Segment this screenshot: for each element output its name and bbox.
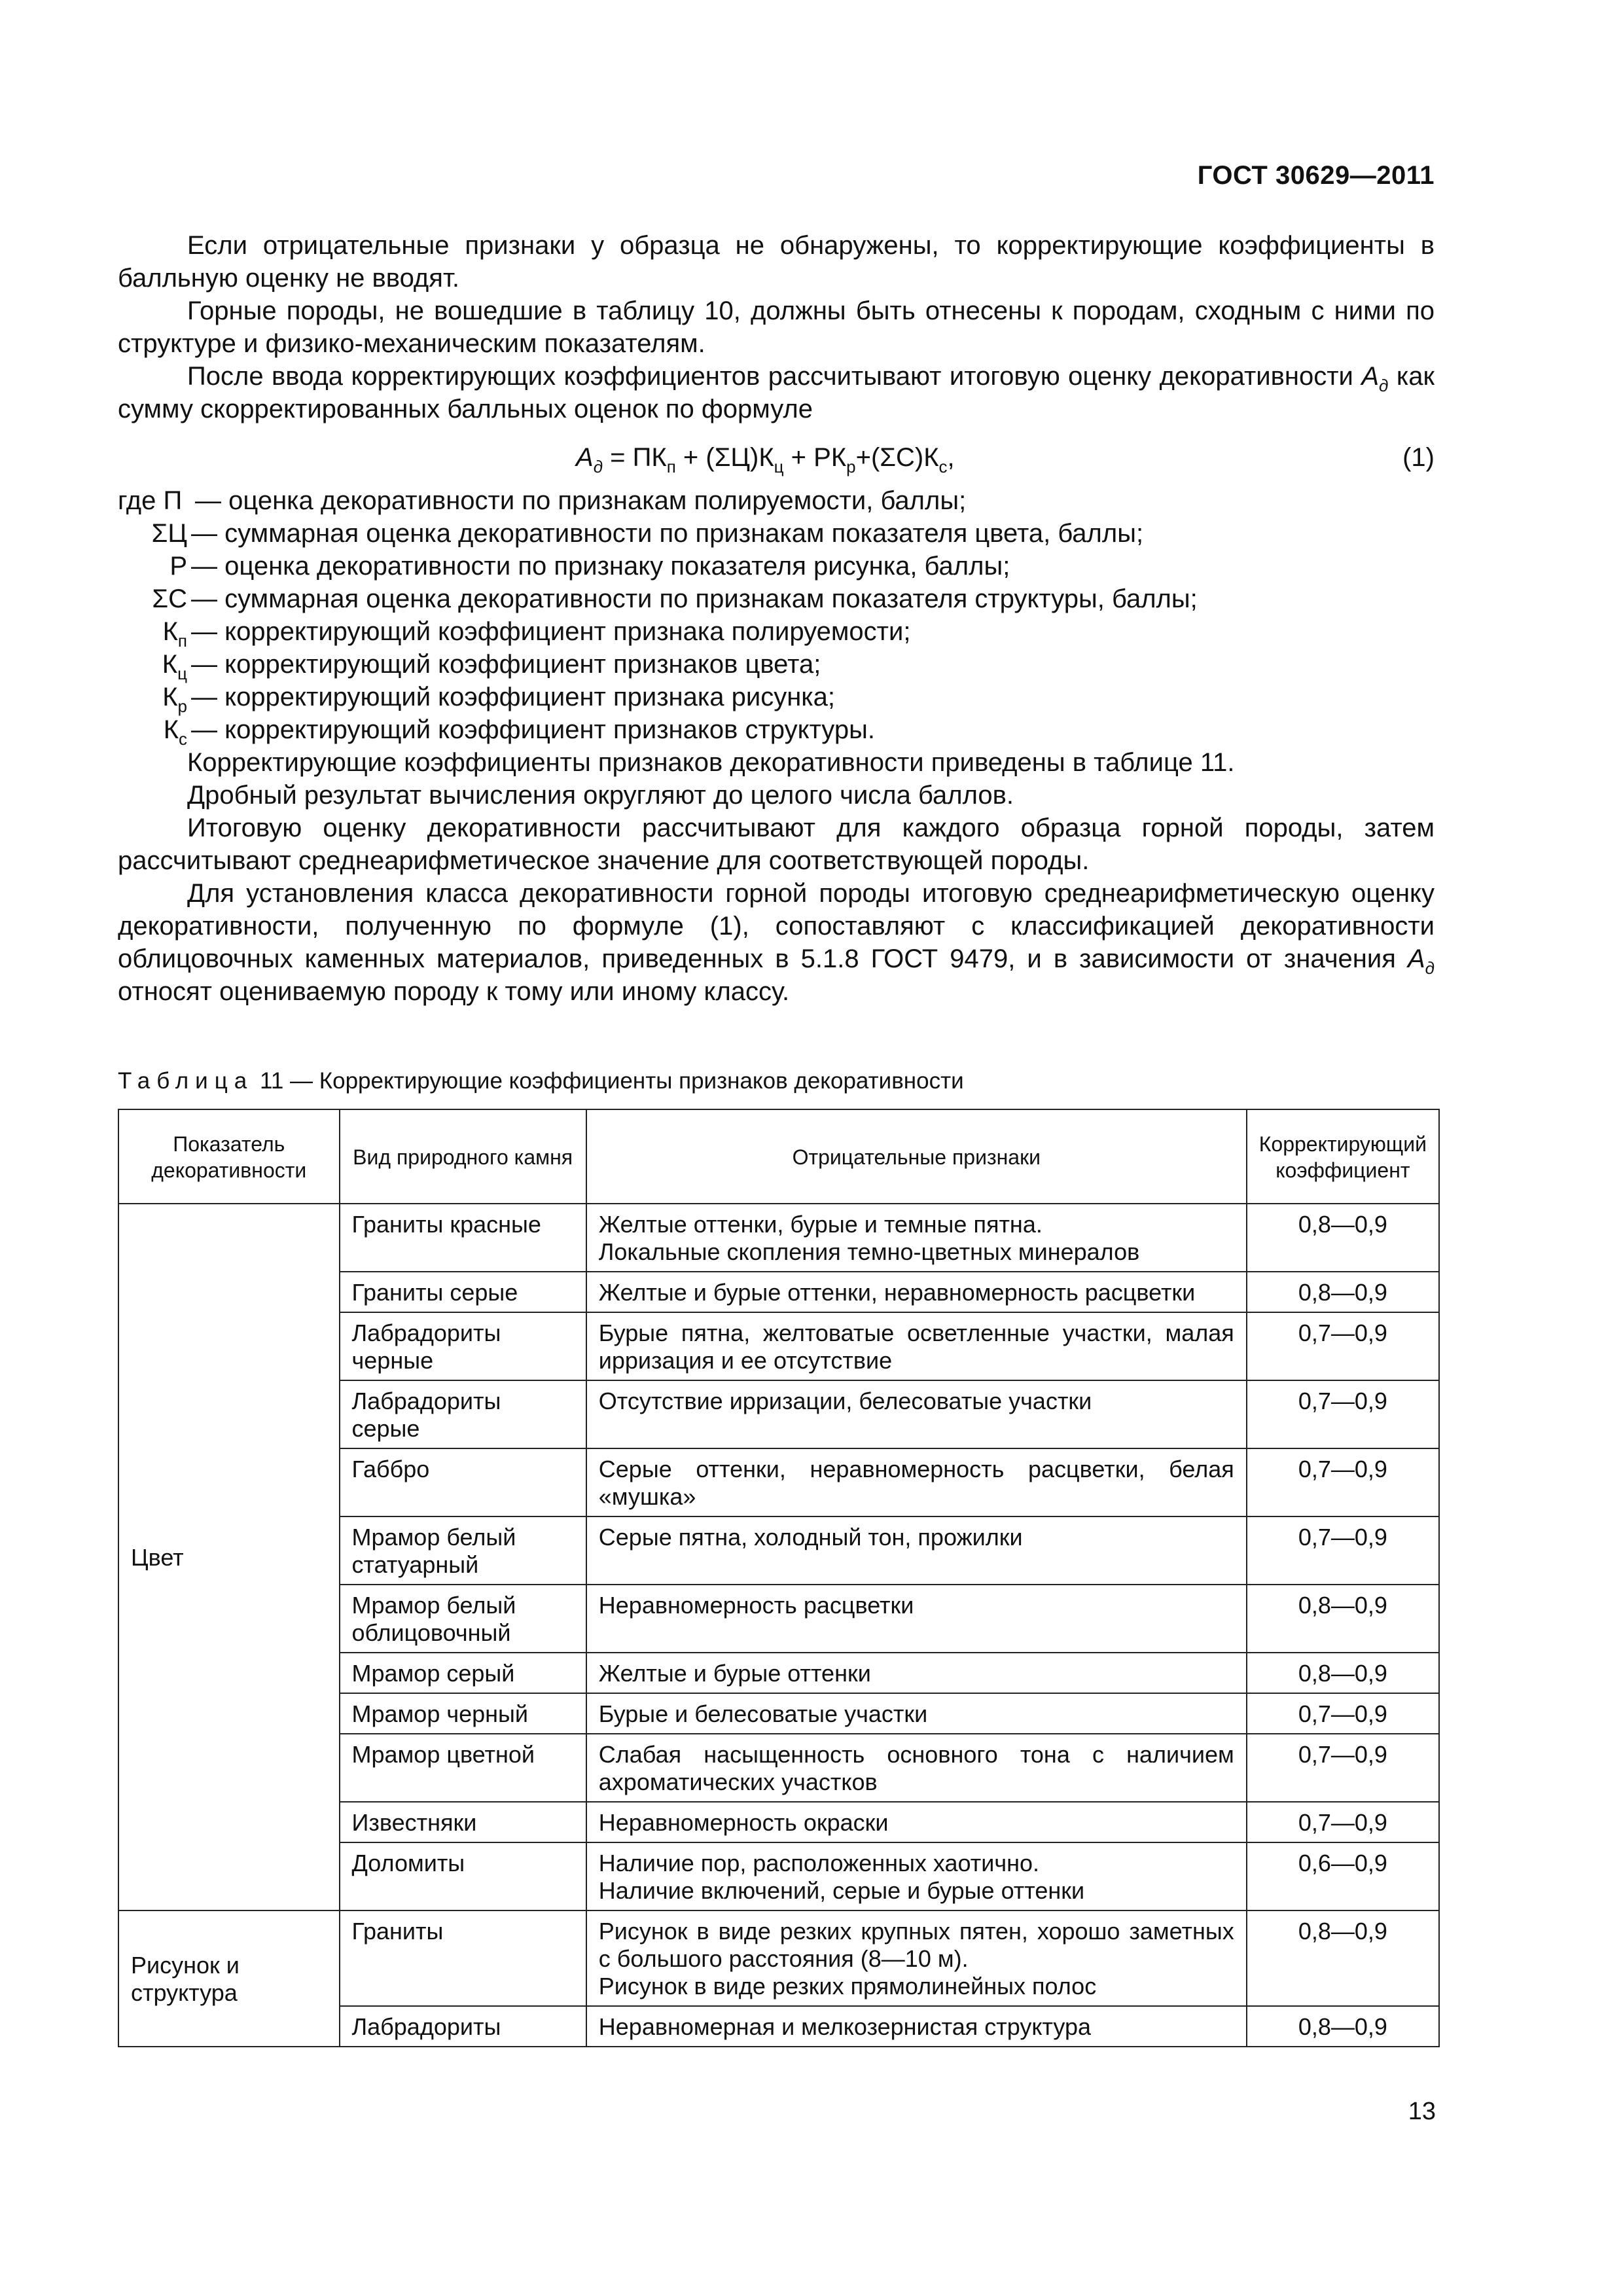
paragraph: Горные породы, не вошедшие в таблицу 10, должны быть отнесены к породам, сходным с ними по структуре и физико-механическим показателям. (118, 296, 1435, 358)
stone-cell: Мрамор белый статуарный (340, 1516, 586, 1585)
legend-symbol: Р (169, 552, 187, 581)
negative-signs-cell: Рисунок в виде резких крупных пятен, хорошо заметных с большого расстояния (8—10 м). Рисунок в виде резких прямолинейных полос (586, 1910, 1247, 2006)
legend-text: — оценка декоративности по признакам полируемости, баллы; (195, 486, 967, 515)
paragraph: Корректирующие коэффициенты признаков декоративности приведены в таблице 11. (187, 748, 1235, 777)
negative-signs-cell: Неравномерность расцветки (586, 1585, 1247, 1653)
coefficient-cell: 0,7—0,9 (1247, 1516, 1439, 1585)
legend-text: — корректирующий коэффициент признака рисунка; (191, 683, 836, 711)
stone-cell: Лабрадориты черные (340, 1312, 586, 1380)
column-header: Отрицательные признаки (586, 1109, 1247, 1204)
negative-signs-cell: Желтые и бурые оттенки (586, 1653, 1247, 1693)
legend-symbol: $К_с$ (163, 715, 187, 749)
legend-text: — суммарная оценка декоративности по признакам показателя цвета, баллы; (191, 519, 1144, 548)
coefficient-cell: 0,8—0,9 (1247, 1653, 1439, 1693)
negative-signs-cell: Наличие пор, расположенных хаотично. Наличие включений, серые и бурые оттенки (586, 1842, 1247, 1910)
formula-legend (118, 484, 1435, 749)
legend-text: — суммарная оценка декоративности по признакам показателя структуры, баллы; (191, 584, 1198, 613)
negative-signs-cell: Серые оттенки, неравномерность расцветки, белая «мушка» (586, 1448, 1247, 1516)
legend-row (118, 713, 1435, 749)
coefficient-cell: 0,8—0,9 (1247, 2006, 1439, 2047)
coefficient-cell: 0,7—0,9 (1247, 1448, 1439, 1516)
paragraph: Итоговую оценку декоративности рассчитывают для каждого образца горной породы, затем рассчитывают среднеарифметическое значение для соответствующей породы. (118, 814, 1435, 875)
column-header: Показатель декоративности (118, 1109, 340, 1204)
stone-cell: Граниты серые (340, 1272, 586, 1312)
negative-signs-cell: Желтые и бурые оттенки, неравномерность расцветки (586, 1272, 1247, 1312)
table-row (118, 1910, 1439, 2006)
legend-row (118, 615, 1435, 651)
negative-signs-cell: Неравномерность окраски (586, 1802, 1247, 1842)
coefficient-cell: 0,7—0,9 (1247, 1802, 1439, 1842)
coefficient-cell: 0,6—0,9 (1247, 1842, 1439, 1910)
paragraph-text: относят оцениваемую породу к тому или иному классу. (118, 977, 790, 1006)
legend-row (118, 583, 1435, 615)
table-caption (118, 1068, 964, 1094)
stone-cell: Граниты красные (340, 1204, 586, 1272)
legend-symbol: $К_ц$ (162, 650, 187, 683)
column-header: Вид природного камня (340, 1109, 586, 1204)
coefficient-cell: 0,8—0,9 (1247, 1272, 1439, 1312)
stone-cell: Мрамор цветной (340, 1734, 586, 1802)
table-caption-text: 11 — Корректирующие коэффициенты признаков декоративности (253, 1068, 964, 1094)
body-text (118, 229, 1435, 1008)
negative-signs-cell: Отсутствие ирризации, белесоватые участки (586, 1380, 1247, 1448)
negative-signs-cell: Бурые пятна, желтоватые осветленные участки, малая ирризация и ее отсутствие (586, 1312, 1247, 1380)
legend-row (118, 517, 1435, 550)
column-header: Корректирующий коэффициент (1247, 1109, 1439, 1204)
negative-signs-cell: Бурые и белесоватые участки (586, 1693, 1247, 1734)
document-id: ГОСТ 30629—2011 (1197, 161, 1435, 190)
legend-text: — оценка декоративности по признаку показателя рисунка, баллы; (191, 552, 1010, 581)
coefficient-cell: 0,8—0,9 (1247, 1204, 1439, 1272)
coefficient-cell: 0,8—0,9 (1247, 1585, 1439, 1653)
coefficients-table (118, 1109, 1440, 2047)
legend-row (118, 484, 1435, 517)
legend-symbol: $К_п$ (162, 617, 187, 651)
table-caption-prefix: Таблица (118, 1068, 254, 1094)
indicator-cell: Цвет (118, 1204, 340, 1910)
paragraph: Если отрицательные признаки у образца не обнаружены, то корректирующие коэффициенты в балльную оценку не вводят. (118, 231, 1435, 293)
stone-cell: Мрамор белый облицовочный (340, 1585, 586, 1653)
negative-signs-cell: Слабая насыщенность основного тона с наличием ахроматических участков (586, 1734, 1247, 1802)
legend-row (118, 648, 1435, 681)
stone-cell: Лабрадориты серые (340, 1380, 586, 1448)
legend-symbol: где П (118, 486, 183, 515)
negative-signs-cell: Неравномерная и мелкозернистая структура (586, 2006, 1247, 2047)
paragraph (118, 877, 1435, 1008)
paragraph (118, 360, 1435, 425)
coefficient-cell: 0,7—0,9 (1247, 1734, 1439, 1802)
coefficient-cell: 0,7—0,9 (1247, 1380, 1439, 1448)
legend-symbol: $К_р$ (162, 683, 187, 716)
stone-cell: Мрамор серый (340, 1653, 586, 1693)
legend-text: — корректирующий коэффициент признаков цвета; (191, 650, 821, 679)
paragraph-text: Для установления класса декоративности горной породы итоговую среднеарифметическую оценку декоративности, полученную по формуле (1), сопоставляют с классификацией декоративности облицовочных каменных материалов, приведенных в 5.1.8 ГОСТ 9479, и в зависимости от значения (118, 879, 1435, 973)
variable: $А_д$ (1407, 944, 1435, 978)
formula-number: (1) (1402, 443, 1435, 472)
variable: $А_д$ (1361, 362, 1389, 395)
page-number: 13 (1408, 2098, 1436, 2125)
table-header-row (118, 1109, 1439, 1204)
formula (118, 433, 1435, 482)
stone-cell: Граниты (340, 1910, 586, 2006)
coefficient-cell: 0,7—0,9 (1247, 1312, 1439, 1380)
stone-cell: Мрамор черный (340, 1693, 586, 1734)
stone-cell: Габбро (340, 1448, 586, 1516)
legend-symbol: ΣС (152, 584, 187, 613)
legend-text: — корректирующий коэффициент признака полируемости; (191, 617, 911, 646)
paragraph-text: После ввода корректирующих коэффициентов рассчитывают итоговую оценку декоративности (187, 362, 1362, 391)
legend-symbol: ΣЦ (151, 519, 187, 548)
paragraph: Дробный результат вычисления округляют до целого числа баллов. (187, 781, 1014, 810)
legend-row (118, 681, 1435, 716)
legend-row (118, 550, 1435, 583)
table-row (118, 1204, 1439, 1272)
coefficient-cell: 0,8—0,9 (1247, 1910, 1439, 2006)
negative-signs-cell: Желтые оттенки, бурые и темные пятна. Локальные скопления темно-цветных минералов (586, 1204, 1247, 1272)
stone-cell: Доломиты (340, 1842, 586, 1910)
stone-cell: Известняки (340, 1802, 586, 1842)
legend-text: — корректирующий коэффициент признаков структуры. (191, 715, 875, 744)
coefficient-cell: 0,7—0,9 (1247, 1693, 1439, 1734)
stone-cell: Лабрадориты (340, 2006, 586, 2047)
negative-signs-cell: Серые пятна, холодный тон, прожилки (586, 1516, 1247, 1585)
indicator-cell: Рисунок и структура (118, 1910, 340, 2047)
paragraph-text: как сумму скорректированных балльных оценок по формуле (118, 362, 1435, 423)
formula-expression: $А_д = ПК_п + (\Sigma Ц)К_ц + РК_р+(\Sigma С)К_с$, (576, 443, 955, 476)
